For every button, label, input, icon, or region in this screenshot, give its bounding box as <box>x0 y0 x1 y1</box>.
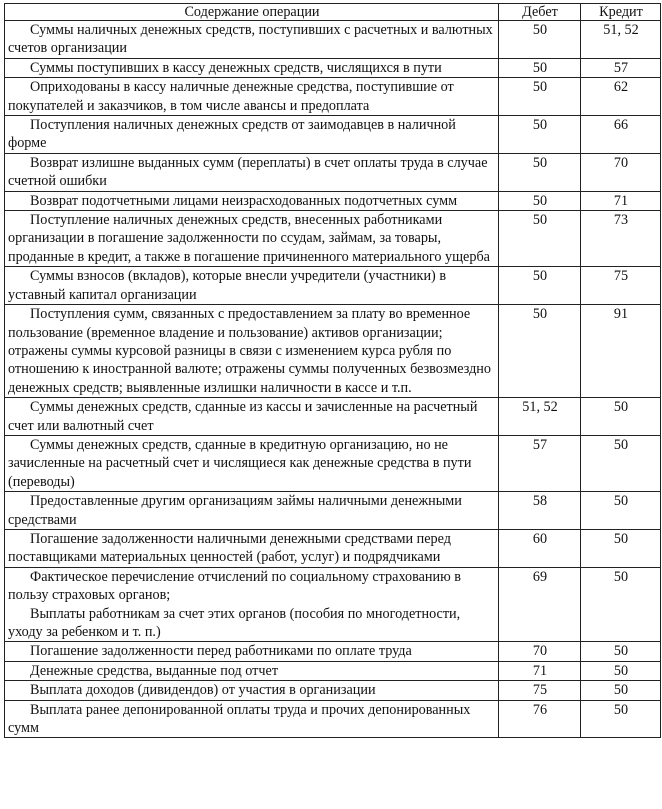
operation-text: Поступления наличных денежных средств от заимодавцев в наличной форме <box>8 117 456 152</box>
debit-cell: 75 <box>499 681 581 700</box>
table-row <box>5 681 661 700</box>
table-row <box>5 700 661 738</box>
operation-cell <box>5 642 499 661</box>
operation-text: Оприходованы в кассу наличные денежные средства, поступившие от покупателей и заказчиков, в том числе авансы и предоплата <box>8 79 454 114</box>
debit-cell: 50 <box>499 267 581 305</box>
operation-cell <box>5 398 499 436</box>
table-row <box>5 529 661 567</box>
operation-cell <box>5 58 499 77</box>
debit-cell: 50 <box>499 116 581 154</box>
credit-cell: 51, 52 <box>581 21 661 59</box>
debit-cell: 69 <box>499 567 581 642</box>
credit-cell: 50 <box>581 661 661 680</box>
debit-cell: 50 <box>499 58 581 77</box>
header-row <box>5 4 661 21</box>
table-row <box>5 567 661 642</box>
credit-cell: 50 <box>581 681 661 700</box>
table-row <box>5 153 661 191</box>
credit-cell: 66 <box>581 116 661 154</box>
operation-text: Поступление наличных денежных средств, внесенных работниками организации в погашение задолженности по ссудам, займам, за товары, проданные в кредит, а также в погашение причиненного материального ущерба <box>8 212 490 265</box>
credit-cell: 91 <box>581 305 661 398</box>
credit-cell: 50 <box>581 642 661 661</box>
debit-cell: 51, 52 <box>499 398 581 436</box>
operation-cell <box>5 153 499 191</box>
debit-cell: 71 <box>499 661 581 680</box>
accounting-entries-table <box>4 3 661 738</box>
debit-cell: 50 <box>499 305 581 398</box>
debit-cell: 60 <box>499 529 581 567</box>
header-operation: Содержание операции <box>5 4 499 21</box>
operation-cell <box>5 529 499 567</box>
table-row <box>5 116 661 154</box>
header-credit: Кредит <box>581 4 661 21</box>
operation-cell <box>5 661 499 680</box>
credit-cell: 50 <box>581 435 661 491</box>
table-row <box>5 21 661 59</box>
header-debit: Дебет <box>499 4 581 21</box>
credit-cell: 70 <box>581 153 661 191</box>
debit-cell: 50 <box>499 211 581 267</box>
debit-cell: 50 <box>499 78 581 116</box>
table-row <box>5 58 661 77</box>
operation-cell <box>5 305 499 398</box>
operation-cell <box>5 435 499 491</box>
operation-cell <box>5 211 499 267</box>
operation-text: Денежные средства, выданные под отчет <box>30 662 279 679</box>
table-row <box>5 642 661 661</box>
table-row <box>5 398 661 436</box>
debit-cell: 50 <box>499 21 581 59</box>
credit-cell: 73 <box>581 211 661 267</box>
debit-cell: 58 <box>499 492 581 530</box>
table-row <box>5 267 661 305</box>
operation-cell <box>5 116 499 154</box>
operation-cell <box>5 267 499 305</box>
operation-cell <box>5 21 499 59</box>
operation-text: Предоставленные другим организациям займы наличными денежными средствами <box>8 493 462 528</box>
operation-cell <box>5 567 499 642</box>
table-row <box>5 211 661 267</box>
table-row <box>5 305 661 398</box>
operation-text: Выплата ранее депонированной оплаты труда и прочих депонированных сумм <box>8 701 471 737</box>
operation-text: Возврат излишне выданных сумм (переплаты) в счет оплаты труда в случае счетной ошибки <box>8 154 488 190</box>
debit-cell: 76 <box>499 700 581 738</box>
operation-text: Суммы наличных денежных средств, поступивших с расчетных и валютных счетов организации <box>8 22 493 57</box>
operation-text: Суммы денежных средств, сданные в кредитную организацию, но не зачисленные на расчетный счет и числящиеся как денежные средства в пути (переводы) <box>8 436 472 490</box>
operation-cell <box>5 681 499 700</box>
credit-cell: 71 <box>581 191 661 210</box>
credit-cell: 75 <box>581 267 661 305</box>
operation-text: Фактическое перечисление отчислений по социальному страхованию в пользу страховых органов; <box>8 568 461 604</box>
debit-cell: 50 <box>499 153 581 191</box>
operation-text: Выплаты работникам за счет этих органов (пособия по многодетности, уходу за ребенком и т. п.) <box>8 605 461 640</box>
operation-cell <box>5 492 499 530</box>
credit-cell: 50 <box>581 529 661 567</box>
operation-text: Суммы денежных средств, сданные из кассы и зачисленные на расчетный счет или валютный счет <box>8 399 478 434</box>
table-row <box>5 435 661 491</box>
operation-cell <box>5 700 499 738</box>
credit-cell: 50 <box>581 700 661 738</box>
operation-cell <box>5 78 499 116</box>
table-row <box>5 661 661 680</box>
debit-cell: 57 <box>499 435 581 491</box>
credit-cell: 62 <box>581 78 661 116</box>
operation-text: Суммы поступивших в кассу денежных средств, числящихся в пути <box>30 59 442 76</box>
operation-text: Суммы взносов (вкладов), которые внесли учредители (участники) в уставный капитал организации <box>8 268 447 303</box>
operation-text: Выплата доходов (дивидендов) от участия в организации <box>30 682 376 699</box>
table-row <box>5 492 661 530</box>
operation-text: Погашение задолженности наличными денежными средствами перед поставщиками материальных ценностей (работ, услуг) и подрядчиками <box>8 530 451 566</box>
table-body <box>5 21 661 738</box>
credit-cell: 57 <box>581 58 661 77</box>
operation-text: Погашение задолженности перед работниками по оплате труда <box>30 643 412 660</box>
table-row <box>5 78 661 116</box>
operation-text: Поступления сумм, связанных с предоставлением за плату во временное пользование (временное владение и пользование) активов организации; отражены суммы курсовой разницы в связи с изменением курса рубля по отношению к иностранной валюте; отражены суммы полученных безвозмездно денежных средств; выявленные излишки наличности в кассе и т.п. <box>8 306 491 396</box>
table-row <box>5 191 661 210</box>
credit-cell: 50 <box>581 567 661 642</box>
operation-cell <box>5 191 499 210</box>
debit-cell: 70 <box>499 642 581 661</box>
credit-cell: 50 <box>581 492 661 530</box>
credit-cell: 50 <box>581 398 661 436</box>
debit-cell: 50 <box>499 191 581 210</box>
operation-text: Возврат подотчетными лицами неизрасходованных подотчетных сумм <box>30 192 458 209</box>
